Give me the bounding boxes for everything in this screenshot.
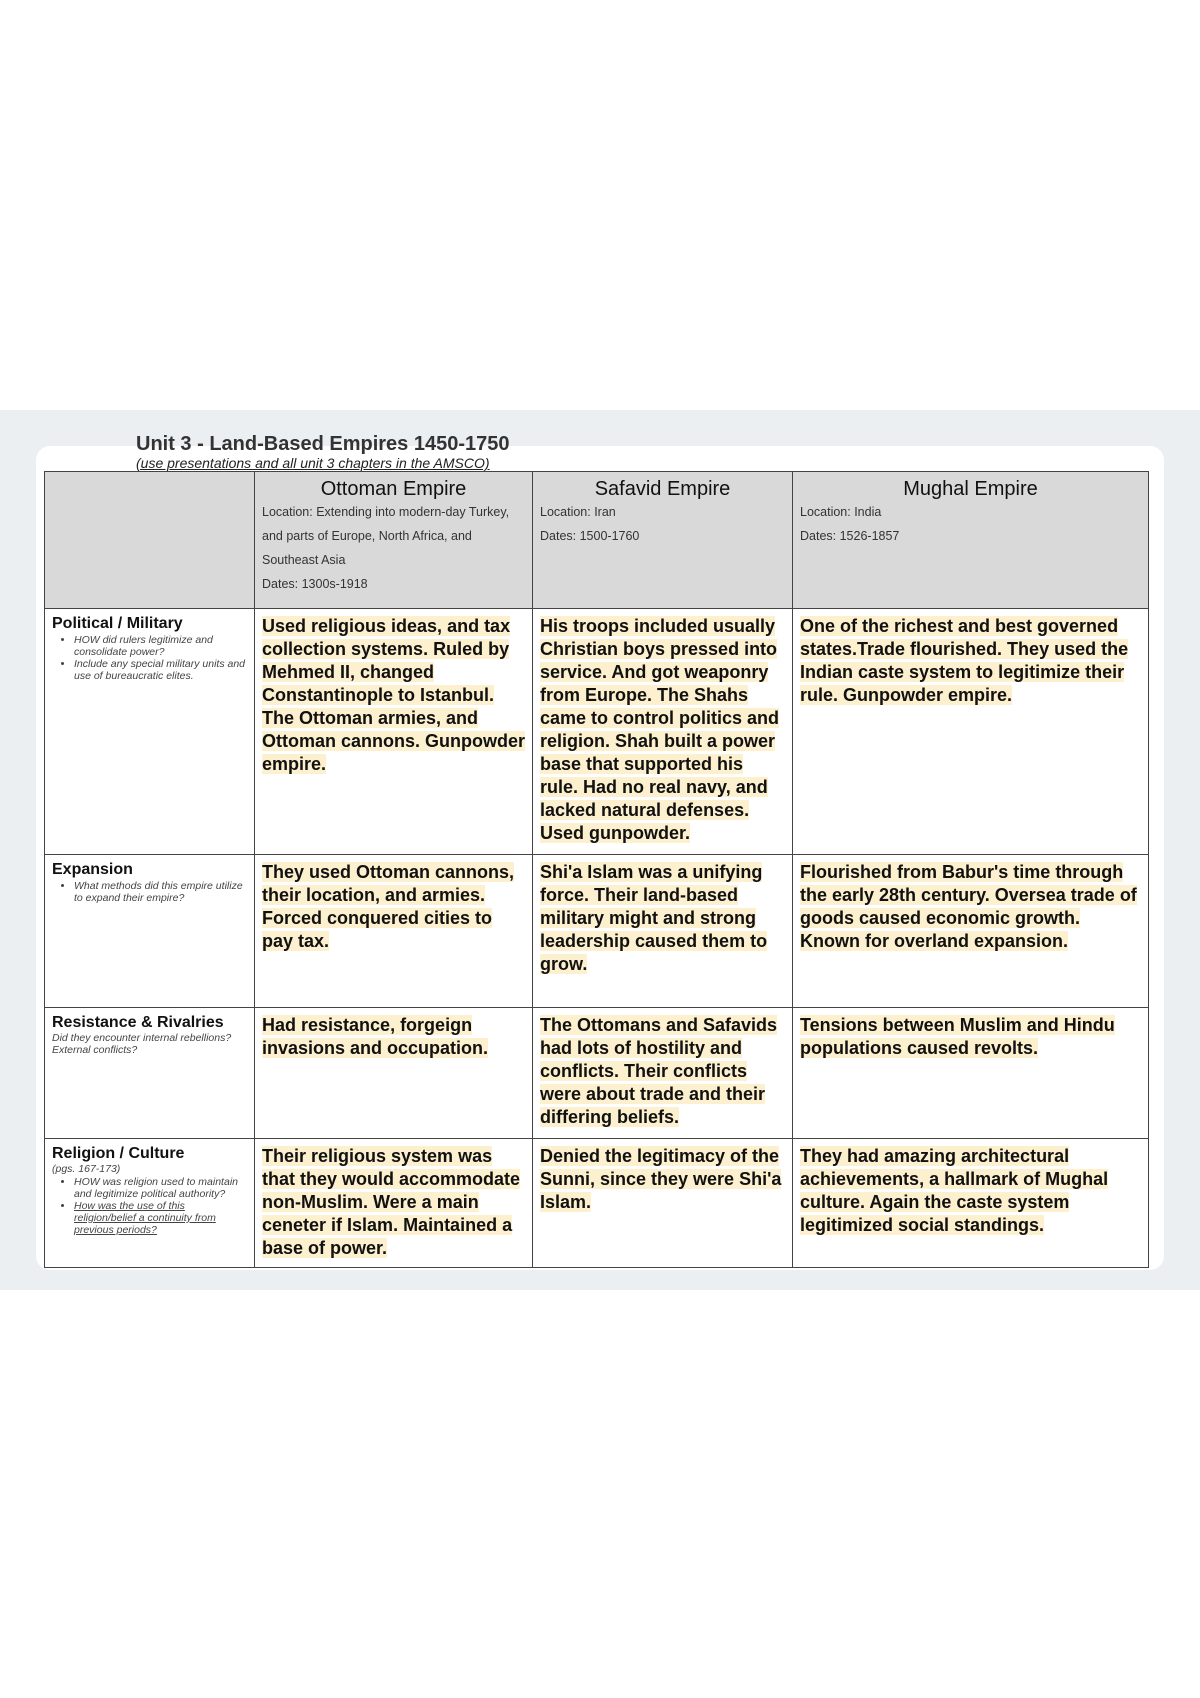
worksheet-card (36, 433, 1164, 1270)
answer-cell-mughal (793, 609, 1149, 855)
answer-cell-safavid (533, 855, 793, 1008)
empire-dates: Dates: 1500-1760 (540, 529, 640, 543)
row-label: Expansion (52, 861, 133, 878)
row-sub-prompt: (pgs. 167-173) (52, 1163, 121, 1175)
answer-text: His troops included usually Christian boys pressed into service. And got weaponry from Europe. The Shahs came to control politics and religion. Shah built a power base that supported his rule. Had no real navy, and lacked natural defenses. Used gunpowder. (540, 616, 780, 843)
empire-dates: Dates: 1526-1857 (800, 529, 900, 543)
answer-text: Their religious system was that they would accommodate non-Muslim. Were a main ceneter if Islam. Maintained a base of power. (262, 1146, 521, 1258)
row-label: Religion / Culture (52, 1145, 185, 1162)
empires-comparison-table (44, 471, 1149, 1268)
empire-location: Location: India (800, 505, 882, 519)
row-label: Resistance & Rivalries (52, 1014, 224, 1031)
empire-name: Safavid Empire (594, 478, 731, 500)
prompt-item: • HOW was religion used to maintain and legitimize political authority? (74, 1176, 247, 1200)
document-title-cropped (136, 433, 556, 455)
header-corner-cell (45, 472, 255, 609)
answer-text: Shi'a Islam was a unifying force. Their land-based military might and strong leadership caused them to grow. (540, 862, 768, 974)
empire-dates: Dates: 1300s-1918 (262, 577, 368, 591)
header-safavid (533, 472, 793, 609)
answer-text: One of the richest and best governed states.Trade flourished. They used the Indian caste system to legitimize their rule. Gunpowder empire. (800, 616, 1129, 705)
answer-cell-mughal (793, 855, 1149, 1008)
table-row-religion-culture (45, 1139, 1149, 1268)
row-prompts (52, 634, 247, 682)
answer-text: The Ottomans and Safavids had lots of hostility and conflicts. Their conflicts were about trade and their differing beliefs. (540, 1015, 778, 1127)
answer-text: They had amazing architectural achievements, a hallmark of Mughal culture. Again the caste system legitimized social standings. (800, 1146, 1109, 1235)
header-mughal (793, 472, 1149, 609)
empire-name: Mughal Empire (903, 478, 1038, 500)
empire-location: Location: Extending into modern-day Turkey, and parts of Europe, North Africa, and Southeast Asia (262, 505, 510, 567)
prompt-item: • Include any special military units and use of bureaucratic elites. (74, 658, 247, 682)
empire-name: Ottoman Empire (320, 478, 467, 500)
answer-text: Flourished from Babur's time through the early 28th century. Oversea trade of goods caused economic growth. Known for overland expansion. (800, 862, 1137, 951)
answer-cell-safavid (533, 1139, 793, 1268)
answer-text: Denied the legitimacy of the Sunni, since they were Shi'a Islam. (540, 1146, 782, 1212)
answer-cell-ottoman (255, 1139, 533, 1268)
answer-cell-mughal (793, 1008, 1149, 1139)
document-subtitle: (use presentations and all unit 3 chapters in the AMSCO) (136, 455, 490, 471)
row-label-cell (45, 1139, 255, 1268)
answer-text: Used religious ideas, and tax collection systems. Ruled by Mehmed II, changed Constantinople to Istanbul. The Ottoman armies, and Ottoman cannons. Gunpowder empire. (262, 616, 526, 774)
row-label-cell (45, 1008, 255, 1139)
page-bottom-blank (0, 1290, 1200, 1698)
row-label-cell (45, 609, 255, 855)
answer-text: Had resistance, forgeign invasions and occupation. (262, 1015, 489, 1058)
table-row-political-military (45, 609, 1149, 855)
answer-text: They used Ottoman cannons, their location, and armies. Forced conquered cities to pay tax. (262, 862, 515, 951)
answer-cell-safavid (533, 1008, 793, 1139)
answer-text: Tensions between Muslim and Hindu populations caused revolts. (800, 1015, 1115, 1058)
table-header-row (45, 472, 1149, 609)
answer-cell-ottoman (255, 609, 533, 855)
answer-cell-ottoman (255, 855, 533, 1008)
document-title: Unit 3 - Land-Based Empires 1450-1750 (136, 433, 510, 455)
empire-location: Location: Iran (540, 505, 616, 519)
row-sub-prompt: Did they encounter internal rebellions? External conflicts? (52, 1032, 232, 1056)
prompt-item: • HOW did rulers legitimize and consolidate power? (74, 634, 247, 658)
row-label: Political / Military (52, 615, 183, 632)
row-prompts (52, 1176, 247, 1236)
prompt-item: • What methods did this empire utilize to expand their empire? (74, 880, 247, 904)
row-prompts (52, 880, 247, 904)
header-ottoman (255, 472, 533, 609)
table-row-expansion (45, 855, 1149, 1008)
table-row-resistance-rivalries (45, 1008, 1149, 1139)
answer-cell-mughal (793, 1139, 1149, 1268)
answer-cell-ottoman (255, 1008, 533, 1139)
prompt-item: • How was the use of this religion/belief a continuity from previous periods? (74, 1200, 247, 1236)
row-label-cell (45, 855, 255, 1008)
answer-cell-safavid (533, 609, 793, 855)
